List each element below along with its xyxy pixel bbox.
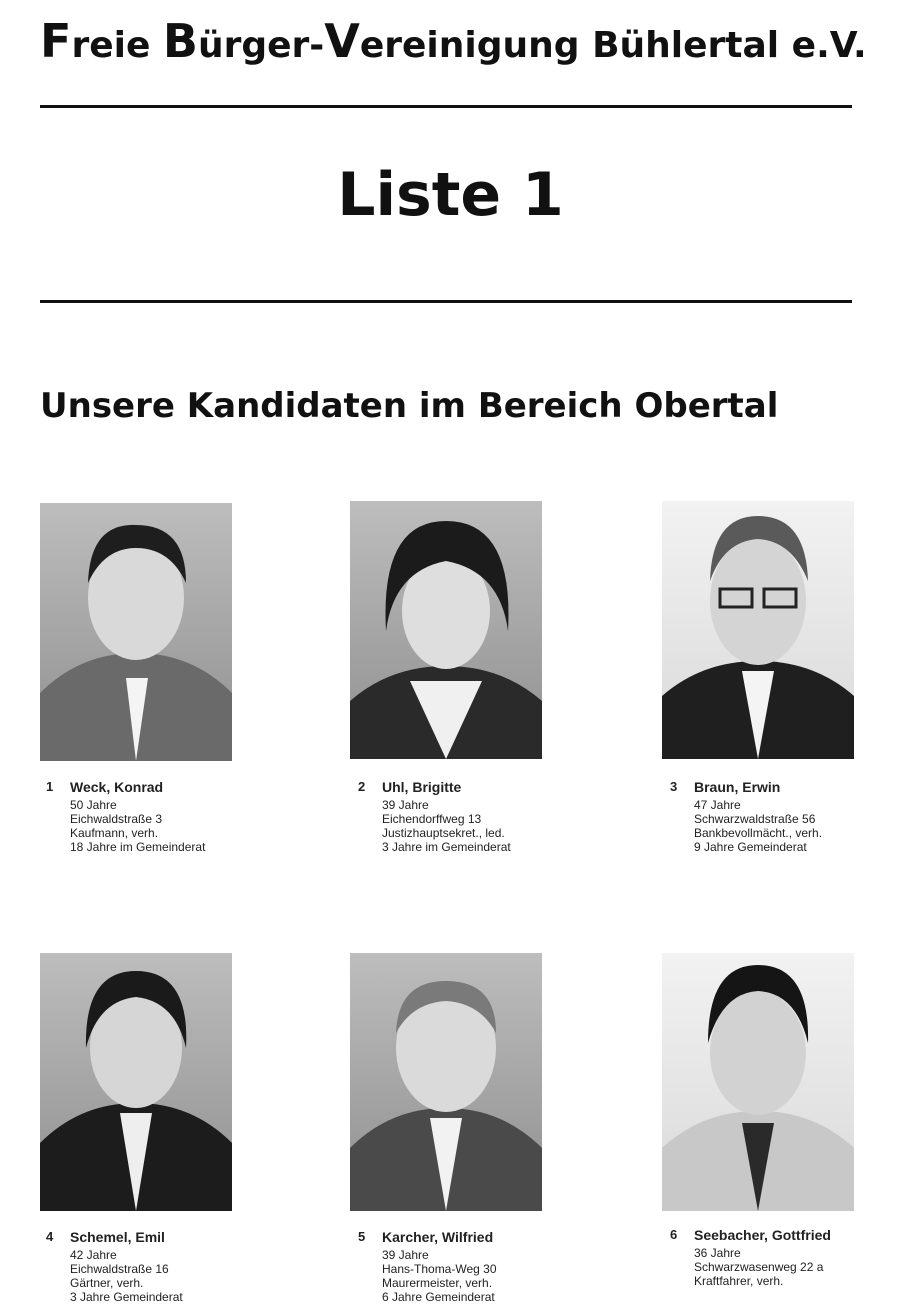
- candidate-age: 47 Jahre: [694, 798, 741, 812]
- candidate-council-years: 3 Jahre Gemeinderat: [70, 1290, 183, 1304]
- title-initial-f: F: [40, 14, 72, 68]
- list-title: Liste 1: [337, 160, 564, 230]
- association-title: [40, 14, 867, 68]
- candidate-age: 42 Jahre: [70, 1248, 117, 1262]
- candidate-council-years: 3 Jahre im Gemeinderat: [382, 840, 511, 854]
- candidate-name: Karcher, Wilfried: [382, 1229, 494, 1245]
- candidate-photo: [350, 953, 542, 1211]
- candidate-occupation: Bankbevollmächt., verh.: [694, 826, 823, 840]
- title-part-ereinigung: ereinigung Bühlertal e.V.: [359, 25, 867, 66]
- candidate-council-years: 9 Jahre Gemeinderat: [694, 840, 807, 854]
- candidate-address: Hans-Thoma-Weg 30: [382, 1262, 497, 1276]
- candidate-council-years: 6 Jahre Gemeinderat: [382, 1290, 495, 1304]
- candidate-occupation: Maurermeister, verh.: [382, 1276, 493, 1290]
- candidate-number: 3: [670, 779, 678, 794]
- candidate-name: Uhl, Brigitte: [382, 779, 462, 795]
- section-subtitle: Unsere Kandidaten im Bereich Obertal: [40, 386, 779, 426]
- top-divider: [40, 105, 852, 108]
- candidate-photo: [662, 501, 854, 759]
- title-initial-b: B: [162, 14, 198, 68]
- candidate-number: 1: [46, 779, 54, 794]
- candidate-photo: [40, 503, 232, 761]
- candidate-age: 50 Jahre: [70, 798, 117, 812]
- candidate-photo: [662, 953, 854, 1211]
- candidate-name: Braun, Erwin: [694, 779, 781, 795]
- candidate-age: 36 Jahre: [694, 1246, 741, 1260]
- candidate-photo: [350, 501, 542, 759]
- title-initial-v: V: [324, 14, 360, 68]
- candidate-number: 4: [46, 1229, 54, 1244]
- title-part-reie: reie: [71, 25, 163, 66]
- candidate-council-years: 18 Jahre im Gemeinderat: [70, 840, 206, 854]
- title-part-urger: ürger-: [197, 25, 325, 66]
- candidate-age: 39 Jahre: [382, 798, 429, 812]
- candidate-occupation: Gärtner, verh.: [70, 1276, 144, 1290]
- candidate-name: Weck, Konrad: [70, 779, 164, 795]
- candidate-occupation: Kraftfahrer, verh.: [694, 1274, 784, 1288]
- candidate-age: 39 Jahre: [382, 1248, 429, 1262]
- candidate-address: Eichwaldstraße 3: [70, 812, 163, 826]
- candidate-address: Eichendorffweg 13: [382, 812, 482, 826]
- candidate-occupation: Justizhauptsekret., led.: [382, 826, 505, 840]
- candidate-occupation: Kaufmann, verh.: [70, 826, 159, 840]
- middle-divider: [40, 300, 852, 303]
- candidate-name: Seebacher, Gottfried: [694, 1227, 831, 1243]
- candidate-number: 2: [358, 779, 366, 794]
- candidate-photo: [40, 953, 232, 1211]
- candidate-address: Eichwaldstraße 16: [70, 1262, 169, 1276]
- candidate-number: 5: [358, 1229, 366, 1244]
- candidate-address: Schwarzwaldstraße 56: [694, 812, 816, 826]
- candidate-address: Schwarzwasenweg 22 a: [694, 1260, 824, 1274]
- candidate-number: 6: [670, 1227, 678, 1242]
- candidate-name: Schemel, Emil: [70, 1229, 165, 1245]
